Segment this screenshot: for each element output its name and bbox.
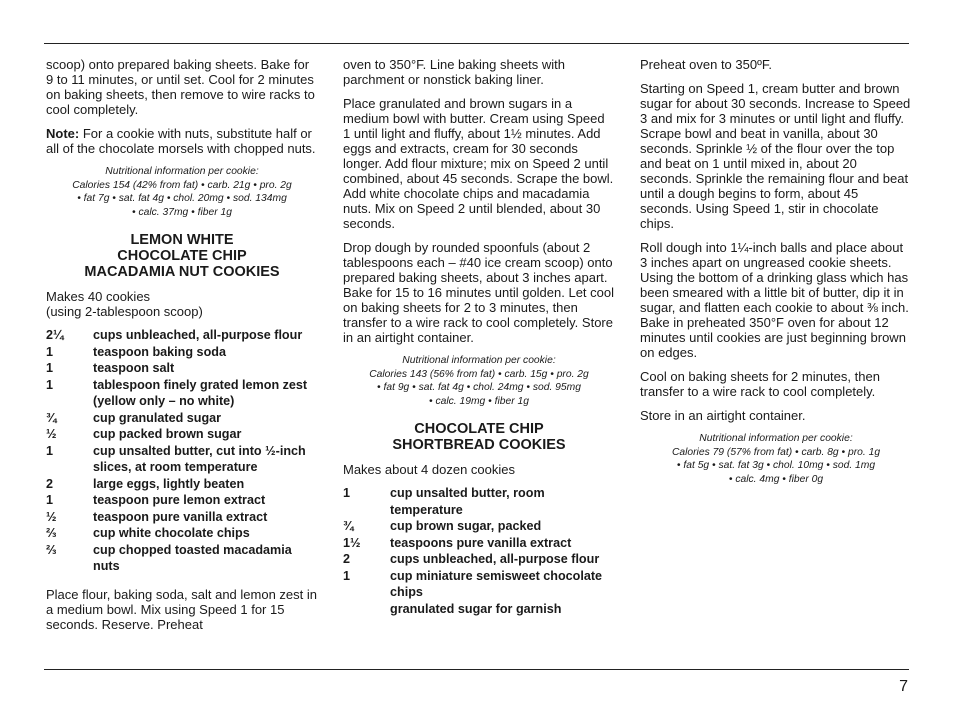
- ingredient-qty: 1: [46, 344, 54, 359]
- ingredient-item: tablespoon finely grated lemon zest (yellow only – no white): [93, 377, 308, 408]
- ingredient-item: teaspoon baking soda: [93, 344, 226, 359]
- recipe-title: [46, 232, 318, 280]
- paragraph: Store in an airtight container.: [640, 408, 806, 423]
- recipe-title-line: CHOCOLATE CHIP: [117, 248, 247, 264]
- ingredient-row: [343, 485, 615, 518]
- ingredient-item: cups unbleached, all-purpose flour: [390, 552, 600, 566]
- ingredient-item: cups unbleached, all-purpose flour: [93, 328, 303, 342]
- ingredient-row: [46, 344, 318, 361]
- ingredient-row: [343, 518, 615, 535]
- paragraph: Drop dough by rounded spoonfuls (about 2 tablespoons each – #40 ice cream scoop) onto prepared baking sheets, about 3 inches apart. Bake for 15 to 16 minutes until golden. Let cool on baking sheets for 2 to 3 minutes, then transfer to a wire rack to cool completely. Store in an airtight container.: [343, 240, 615, 345]
- ingredient-qty: [343, 601, 390, 618]
- nutrition-line: • fat 7g • sat. fat 4g • chol. 20mg • sod. 134mg: [77, 193, 287, 204]
- ingredient-row: [343, 568, 615, 601]
- ingredient-item: cup unsalted butter, room temperature: [390, 486, 545, 517]
- nutrition-line: Nutritional information per cookie:: [105, 166, 259, 177]
- ingredient-item: teaspoon pure lemon extract: [93, 493, 266, 507]
- ingredient-item: cup miniature semisweet chocolate chips: [390, 568, 603, 599]
- nutrition-line: • fat 5g • sat. fat 3g • chol. 10mg • sod. 1mg: [676, 460, 876, 471]
- ingredient-item: teaspoon pure vanilla extract: [93, 509, 268, 524]
- ingredient-item: cup brown sugar, packed: [390, 519, 542, 533]
- note-paragraph: [46, 126, 318, 156]
- ingredient-qty: ¾: [343, 519, 354, 533]
- ingredient-qty: ¾: [46, 410, 57, 425]
- ingredient-row: [343, 535, 615, 552]
- ingredient-item: cup white chocolate chips: [93, 526, 250, 540]
- ingredient-qty: ⅔: [46, 542, 57, 557]
- ingredient-row: [343, 551, 615, 568]
- ingredient-item: cup unsalted butter, cut into ½-inch slices, at room temperature: [93, 443, 306, 474]
- ingredient-qty: ½: [46, 427, 57, 441]
- paragraph: Starting on Speed 1, cream butter and brown sugar for about 30 seconds. Increase to Speed 3 and mix for 3 minutes or until light and fluffy. Scrape bowl and beat in vanilla, about 30 seconds. Sprinkle ½ of the flour over the top and beat on 1 until mixed in, about 20 seconds. Sprinkle the remaining flour and beat until a dough begins to form, about 45 seconds. Using Speed 1, stir in chocolate chips.: [640, 81, 911, 231]
- note-text: For a cookie with nuts, substitute half or all of the chocolate morsels with chopped nuts.: [46, 126, 316, 156]
- ingredient-item: teaspoons pure vanilla extract: [390, 535, 572, 550]
- ingredient-row: [46, 377, 318, 410]
- ingredient-item: granulated sugar for garnish: [390, 601, 562, 616]
- ingredient-qty: 1: [343, 568, 351, 583]
- ingredient-row: [46, 426, 318, 443]
- recipe-title-line: CHOCOLATE CHIP: [414, 421, 544, 437]
- yield: Makes about 4 dozen cookies: [343, 462, 515, 477]
- ingredient-item: cup granulated sugar: [93, 410, 222, 425]
- nutrition-line: • calc. 37mg • fiber 1g: [132, 206, 232, 218]
- column-3: [640, 57, 912, 499]
- ingredient-row: [46, 327, 318, 344]
- yield: [46, 289, 318, 319]
- nutrition-line: Calories 154 (42% from fat) • carb. 21g • pro. 2g: [72, 179, 292, 191]
- nutrition-info: [640, 432, 912, 486]
- yield-line: Makes 40 cookies: [46, 289, 151, 304]
- ingredient-qty: 1: [46, 493, 54, 507]
- ingredient-item: large eggs, lightly beaten: [93, 476, 245, 491]
- ingredient-row: [46, 443, 318, 476]
- note-label: Note:: [46, 126, 80, 141]
- paragraph: Roll dough into 1¼-inch balls and place about 3 inches apart on ungreased cookie sheets. Using the bottom of a drinking glass which has been smeared with a little bit of butter, dip it in sugar, and flatten each cookie to about ⅜ inch. Bake in preheated 350°F oven for about 12 minutes until cookies are just beginning brown on edges.: [640, 240, 909, 360]
- column-2: [343, 57, 615, 629]
- ingredient-row: [343, 601, 615, 618]
- nutrition-line: • calc. 19mg • fiber 1g: [429, 395, 529, 407]
- column-1: [46, 57, 318, 641]
- paragraph: Cool on baking sheets for 2 minutes, then transfer to a wire rack to cool completely.: [640, 369, 880, 399]
- ingredient-qty: 1: [46, 361, 54, 375]
- ingredient-row: [46, 525, 318, 542]
- nutrition-line: • calc. 4mg • fiber 0g: [728, 473, 824, 485]
- recipe-title-line: MACADAMIA NUT COOKIES: [84, 264, 280, 280]
- ingredient-row: [46, 509, 318, 526]
- ingredient-qty: 2: [343, 552, 351, 566]
- ingredient-list: [46, 327, 318, 575]
- paragraph: scoop) onto prepared baking sheets. Bake for 9 to 11 minutes, or until set. Cool for 2 minutes on baking sheets, then remove to wire racks to cool completely.: [46, 57, 315, 117]
- ingredient-row: [46, 542, 318, 575]
- ingredient-qty: 1½: [343, 535, 361, 550]
- ingredient-list: [343, 485, 615, 617]
- nutrition-line: • fat 9g • sat. fat 4g • chol. 24mg • sod. 95mg: [377, 382, 581, 393]
- ingredient-row: [46, 476, 318, 493]
- ingredient-item: cup chopped toasted macadamia nuts: [93, 542, 292, 573]
- ingredient-qty: 2¼: [46, 328, 64, 342]
- paragraph: Place granulated and brown sugars in a medium bowl with butter. Cream using Speed 1 until light and fluffy, about 1½ minutes. Add eggs and extracts, cream for 30 seconds longer. Add flour mixture; mix on Speed 2 until combined, about 45 seconds. Scrape the bowl. Add white chocolate chips and macadamia nuts. Mix on Speed 2 until blended, about 30 seconds.: [343, 96, 614, 231]
- ingredient-item: cup packed brown sugar: [93, 427, 242, 441]
- ingredient-item: teaspoon salt: [93, 361, 175, 375]
- recipe-title-line: SHORTBREAD COOKIES: [392, 437, 566, 453]
- nutrition-info: [343, 354, 615, 408]
- nutrition-info: [46, 165, 318, 219]
- ingredient-row: [46, 360, 318, 377]
- recipe-title-line: LEMON WHITE: [130, 232, 234, 248]
- page-number: 7: [899, 678, 908, 695]
- bottom-rule: [44, 669, 909, 670]
- top-rule: [44, 43, 909, 44]
- nutrition-line: Nutritional information per cookie:: [402, 355, 556, 366]
- ingredient-qty: ⅔: [46, 526, 57, 540]
- yield-line: (using 2-tablespoon scoop): [46, 304, 203, 319]
- ingredient-qty: ½: [46, 509, 57, 524]
- ingredient-qty: 1: [46, 443, 54, 458]
- nutrition-line: Calories 143 (56% from fat) • carb. 15g • pro. 2g: [369, 368, 589, 380]
- nutrition-line: Nutritional information per cookie:: [699, 433, 853, 444]
- ingredient-row: [46, 410, 318, 427]
- paragraph: Place flour, baking soda, salt and lemon zest in a medium bowl. Mix using Speed 1 for 15 seconds. Reserve. Preheat: [46, 586, 317, 632]
- ingredient-qty: 1: [343, 486, 351, 500]
- nutrition-line: Calories 79 (57% from fat) • carb. 8g • pro. 1g: [671, 446, 881, 458]
- ingredient-qty: 2: [46, 476, 54, 491]
- recipe-title: [343, 421, 615, 453]
- ingredient-row: [46, 492, 318, 509]
- paragraph: Preheat oven to 350ºF.: [640, 57, 772, 72]
- paragraph: oven to 350°F. Line baking sheets with parchment or nonstick baking liner.: [343, 57, 566, 87]
- ingredient-qty: 1: [46, 377, 54, 392]
